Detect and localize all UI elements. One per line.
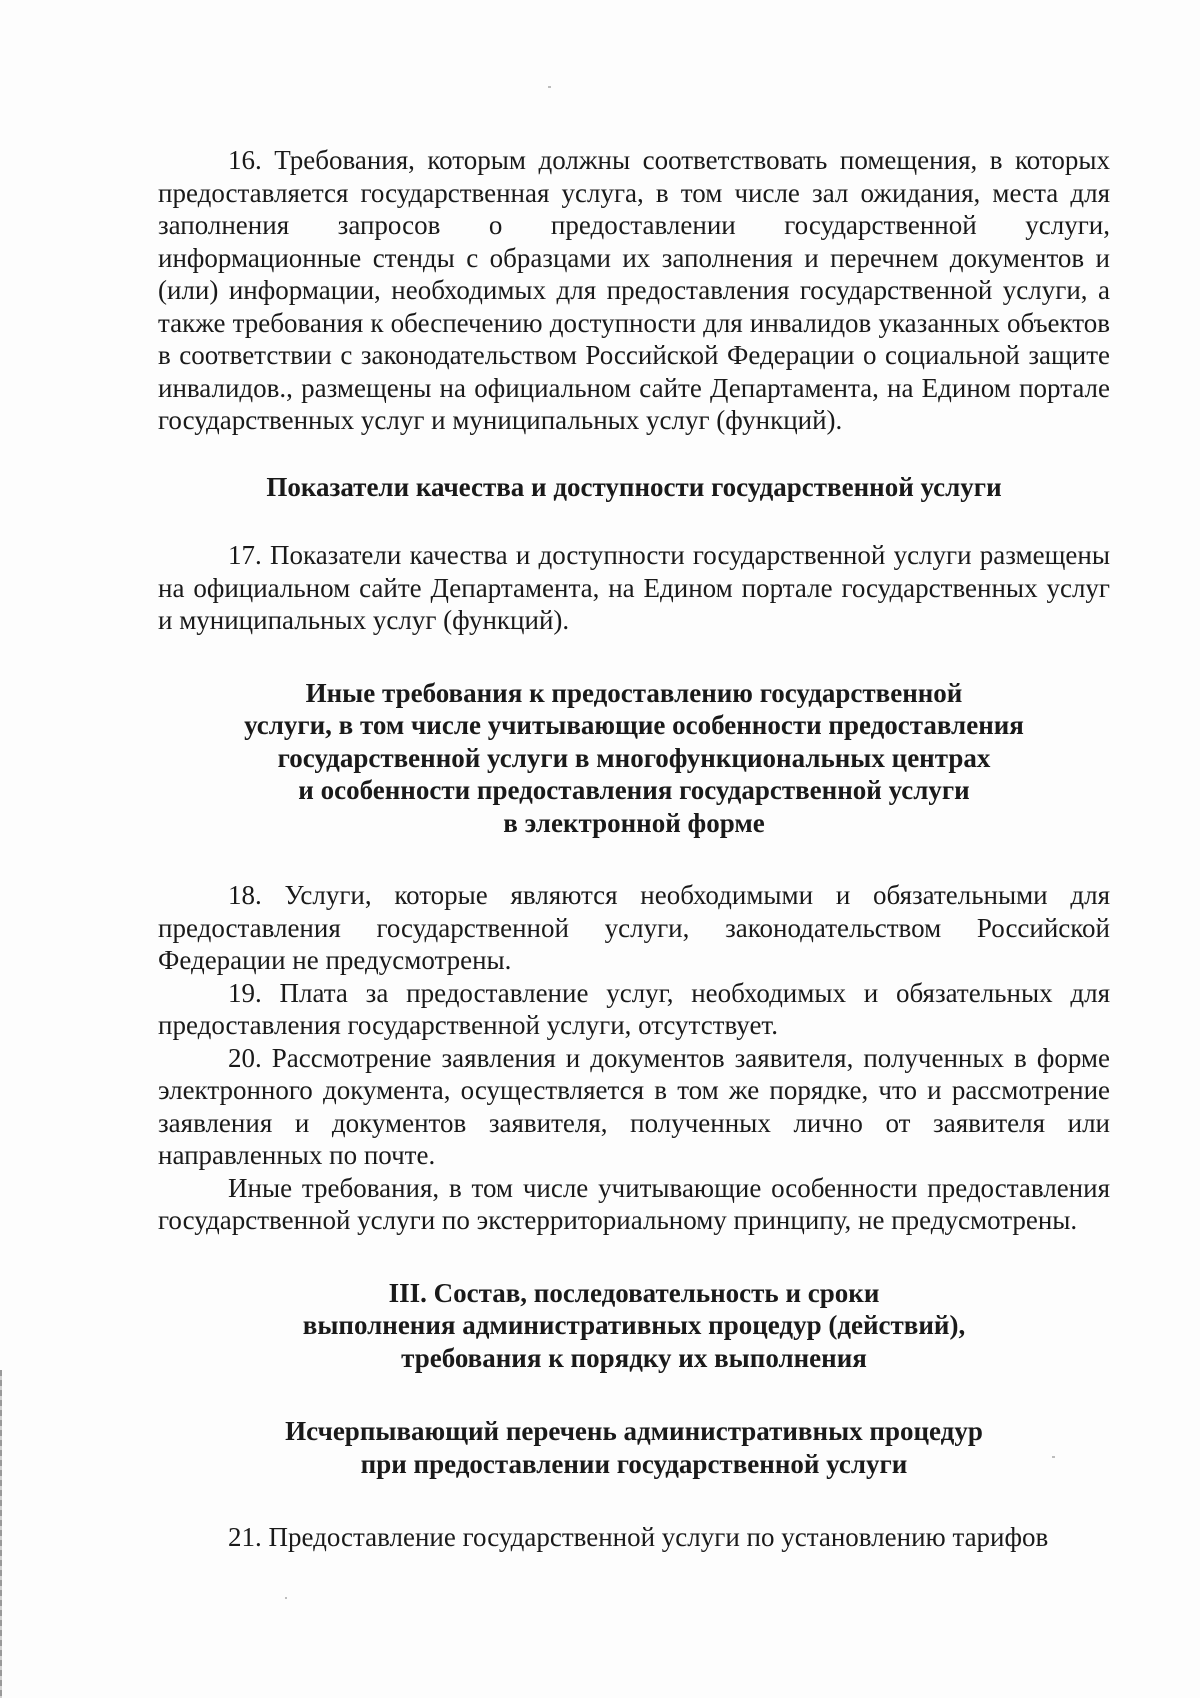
paragraph-20: 20. Рассмотрение заявления и документов заявителя, полученных в форме электронного документа, осуществляется в том же порядке, что и рассмотрение заявления и документов заявителя, полученных лично от заявителя или направленных по почте. bbox=[158, 1042, 1110, 1170]
heading-line: при предоставлении государственной услуги bbox=[360, 1448, 908, 1479]
heading-line: Исчерпывающий перечень административных процедур bbox=[285, 1416, 983, 1446]
heading-line: выполнения административных процедур (действий), bbox=[302, 1310, 966, 1340]
scan-dot bbox=[285, 1597, 287, 1599]
paragraph-21: 21. Предоставление государственной услуги по установлению тарифов bbox=[228, 1522, 1049, 1552]
heading-line: и особенности предоставления государственной услуги bbox=[298, 775, 970, 805]
heading-line: Иные требования к предоставлению государственной bbox=[305, 677, 963, 708]
paragraph-16: 16. Требования, которым должны соответствовать помещения, в которых предоставляется государственная услуга, в том числе зал ожидания, места для заполнения запросов о предоставлении государственной услуги, информационные стенды с образцами их заполнения и перечнем документов и (или) информации, необходимых для предоставления государственной услуги, а также требования к обеспечению доступности для инвалидов указанных объектов в соответствии с законодательством Российской Федерации о социальной защите инвалидов., размещены на официальном сайте Департамента, на Едином портале государственных услуг и муниципальных услуг (функций). bbox=[158, 145, 1110, 435]
heading-quality-indicators: Показатели качества и доступности государственной услуги bbox=[266, 471, 1002, 502]
scan-dot bbox=[548, 86, 551, 88]
paragraph-17: 17. Показатели качества и доступности государственной услуги размещены на официальном сайте Департамента, на Едином портале государственных услуг и муниципальных услуг (функций). bbox=[158, 540, 1110, 635]
heading-line: в электронной форме bbox=[503, 807, 765, 838]
paragraph-19: 19. Плата за предоставление услуг, необходимых и обязательных для предоставления государственной услуги, отсутствует. bbox=[158, 977, 1110, 1040]
paragraph-18: 18. Услуги, которые являются необходимыми и обязательными для предоставления государственной услуги, законодательством Российской Федерации не предусмотрены. bbox=[158, 880, 1110, 975]
heading-line: услуги, в том числе учитывающие особенности предоставления bbox=[244, 710, 1024, 740]
heading-procedures-list bbox=[158, 1415, 1110, 1480]
document-body bbox=[158, 144, 1110, 1554]
heading-line: III. Состав, последовательность и сроки bbox=[388, 1277, 880, 1308]
heading-line: требования к порядку их выполнения bbox=[401, 1342, 867, 1373]
heading-section-3 bbox=[158, 1277, 1110, 1375]
scan-dot bbox=[1052, 1456, 1055, 1458]
scan-edge-shadow bbox=[0, 1370, 2, 1698]
paragraph-other-requirements: Иные требования, в том числе учитывающие особенности предоставления государственной услуги по экстерриториальному принципу, не предусмотрены. bbox=[158, 1172, 1110, 1235]
heading-line: государственной услуги в многофункциональных центрах bbox=[277, 742, 991, 773]
heading-other-requirements bbox=[158, 677, 1110, 840]
